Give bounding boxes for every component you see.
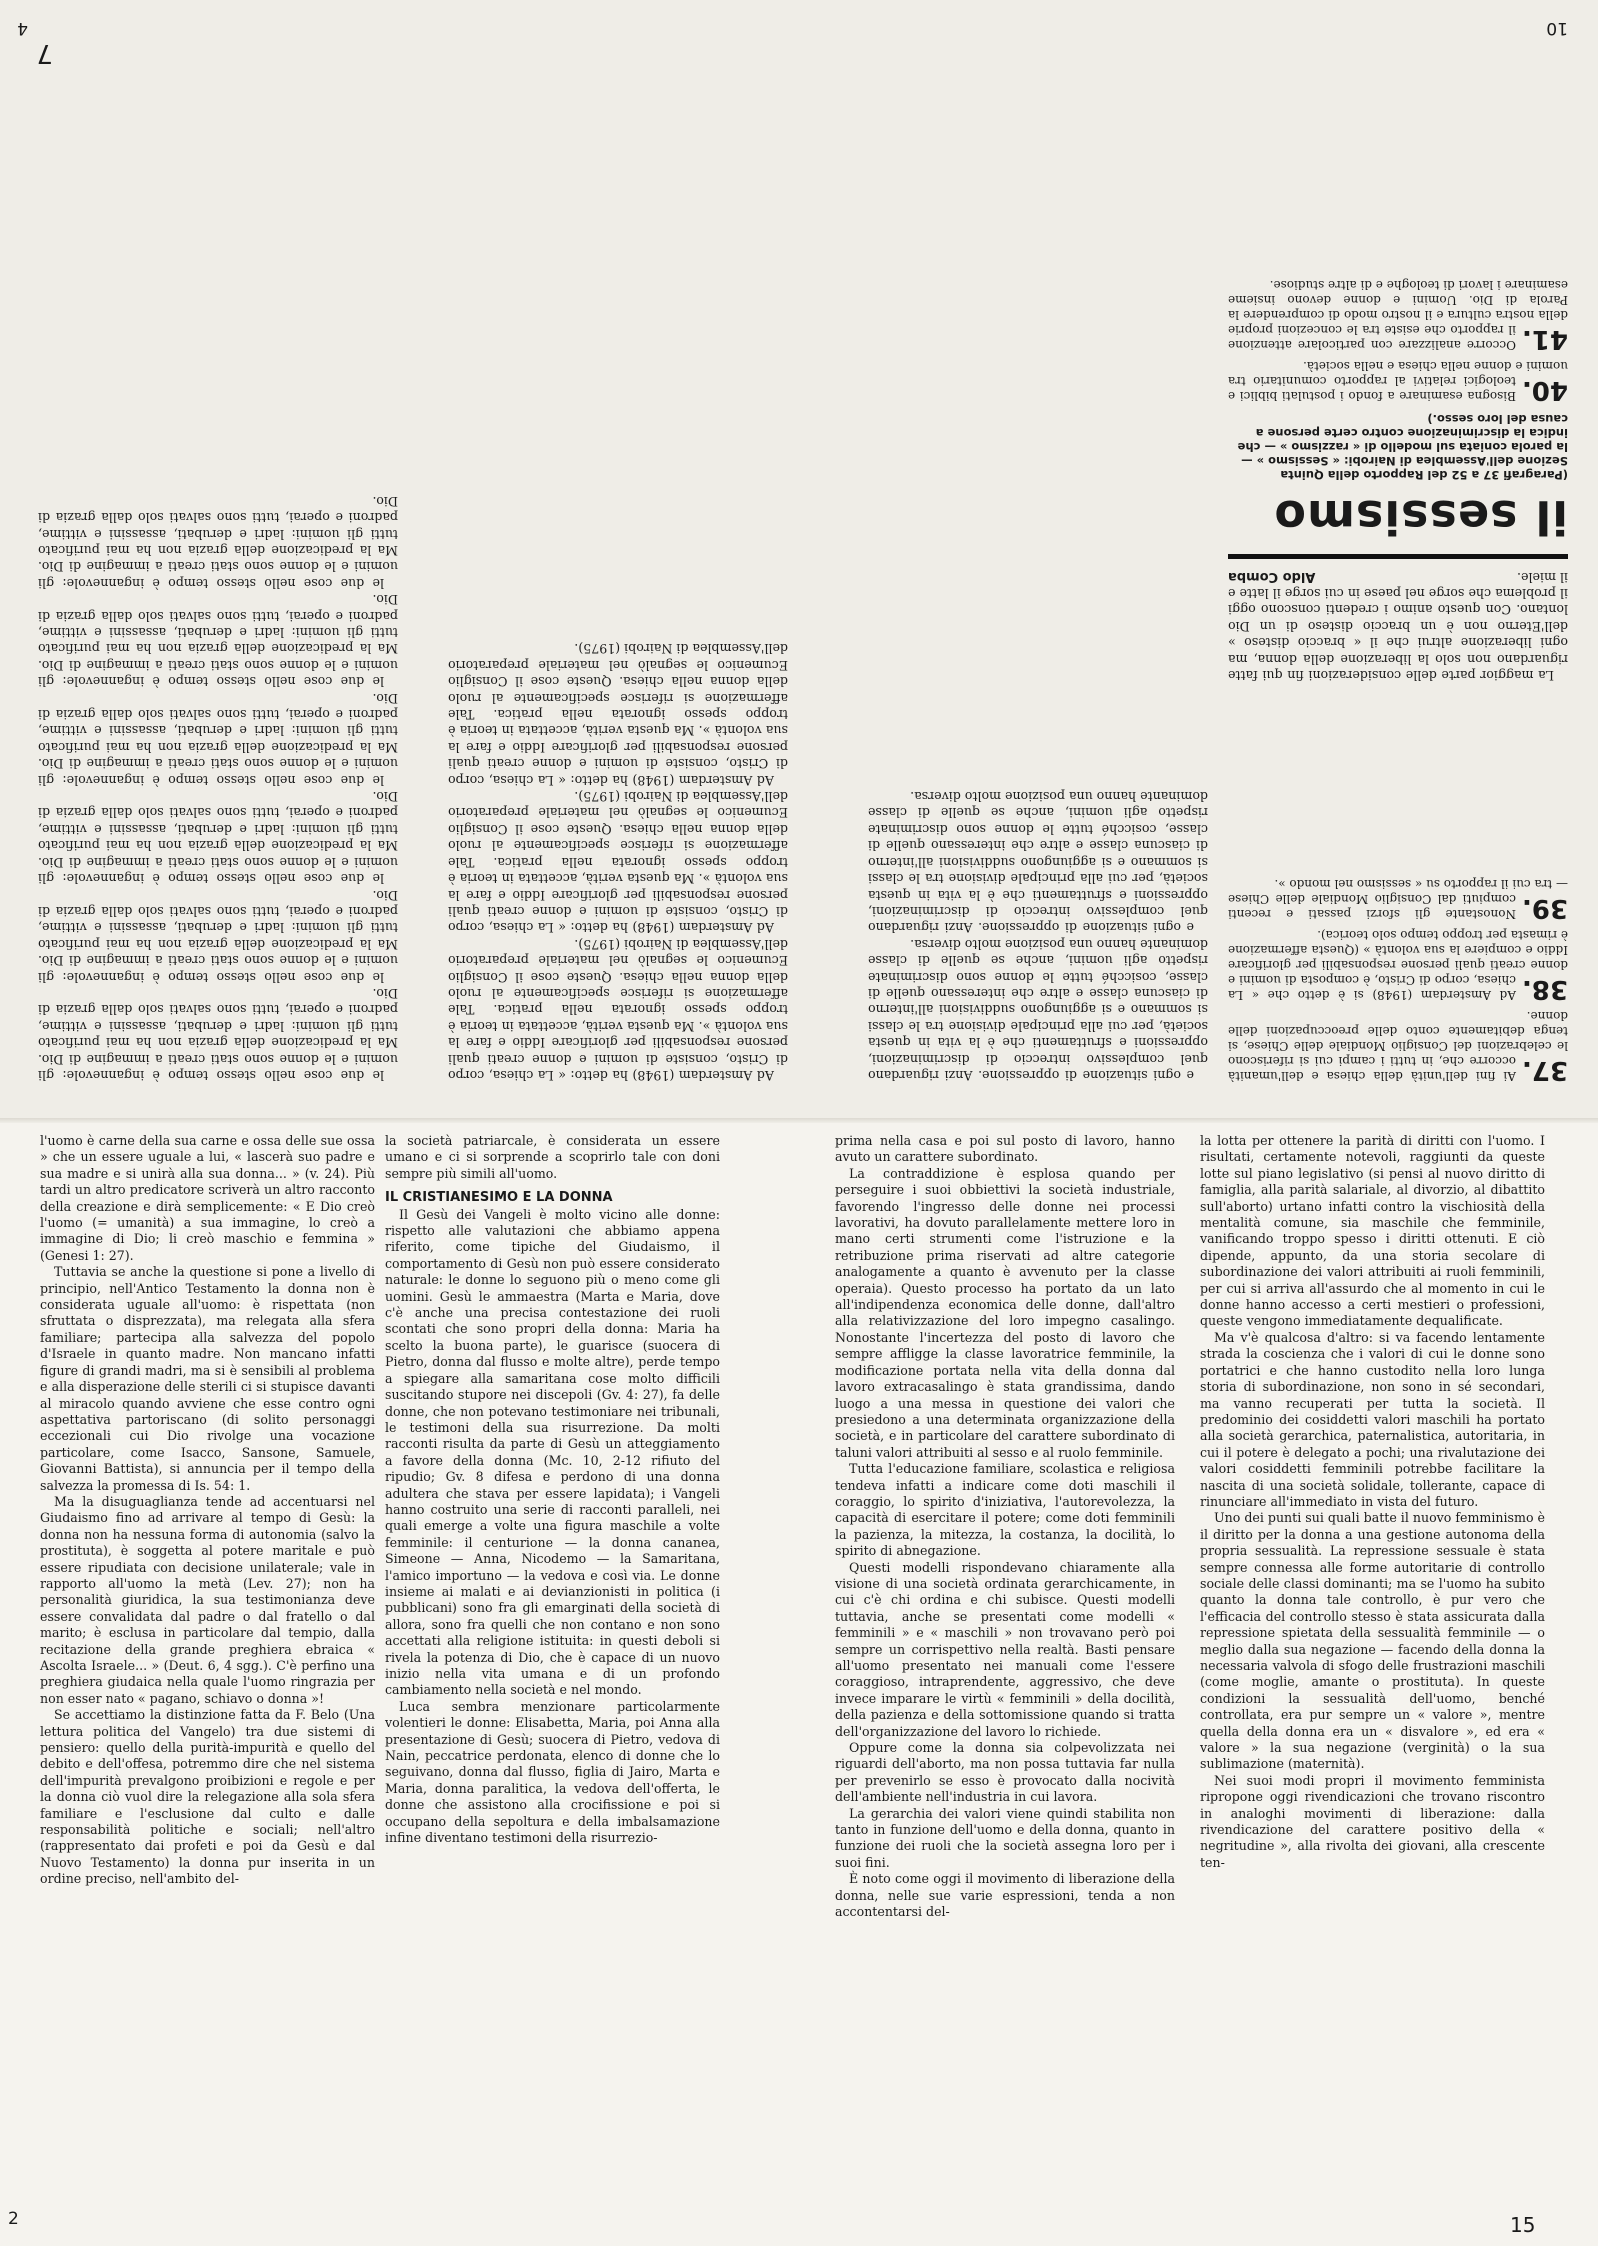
numbered-items-column	[1228, 703, 1568, 1083]
right-page-number: 15	[1510, 2213, 1536, 2237]
page-number-upper-right: 7	[36, 38, 53, 68]
rotated-column-2: Ad Amsterdam (1948) ha detto: « La chiesa, corpo di Cristo, consiste di uomini e donne creati quali persone responsabili per glorificare Iddio e fare la sua volontà ». Ma questa verità, accettata in teoria è troppo spesso ignorata nella pratica. Tale affermazione si riferisce specificamente al ruolo della donna nella chiesa. Queste cose il Consiglio Ecumenico le segnalò nel materiale preparatorio dell'Assemblea di Nairobi (1975). Ad Amsterdam (1948) ha detto: « La chiesa, corpo di Cristo, consiste di uomini e donne creati quali persone responsabili per glorificare Iddio e fare la sua volontà ». Ma questa verità, accettata in teoria è troppo spesso ignorata nella pratica. Tale affermazione si riferisce specificamente al ruolo della donna nella chiesa. Queste cose il Consiglio Ecumenico le segnalò nel materiale preparatorio dell'Assemblea di Nairobi (1975). Ad Amsterdam (1948) ha detto: « La chiesa, corpo di Cristo, consiste di uomini e donne creati quali persone responsabili per glorificare Iddio e fare la sua volontà ». Ma questa verità, accettata in teoria è troppo spesso ignorata nella pratica. Tale affermazione si riferisce specificamente al ruolo della donna nella chiesa. Queste cose il Consiglio Ecumenico le segnalò nel materiale preparatorio dell'Assemblea di Nairobi (1975).	[448, 641, 788, 1083]
numbered-items-column-2	[1228, 73, 1568, 403]
numbered-item: 40. Bisogna esaminare a fondo i postulati biblici e teologici relativi al rapporto comunitario tra uomini e donne nella chiesa e nella società.	[1228, 359, 1568, 405]
numbered-item: 41. Occorre analizzare con particolare attenzione il rapporto che esiste tra le concezioni proprie della nostra cultura e il nostro modo di comprendere la Parola di Dio. Uomini e donne devono insieme esaminare i lavori di teologhe e di altre studiose.	[1228, 278, 1568, 354]
rotated-column-1: e ogni situazione di oppressione. Anzi riguardano quel complessivo intreccio di discriminazioni, oppressioni e sfruttamenti che è la vita in questa società, per cui alla principale divisione tra le classi si sommano e si aggiungono suddivisioni all'interno di ciascuna classe e altre che interessano quelle di classe, cosicché tutte le donne sono discriminate rispetto agli uomini, anche se quelle di classe dominante hanno una posizione molto diversa. e ogni situazione di oppressione. Anzi riguardano quel complessivo intreccio di discriminazioni, oppressioni e sfruttamenti che è la vita in questa società, per cui alla principale divisione tra le classi si sommano e si aggiungono suddivisioni all'interno di ciascuna classe e altre che interessano quelle di classe, cosicché tutte le donne sono discriminate rispetto agli uomini, anche se quelle di classe dominante hanno una posizione molto diversa.	[868, 789, 1208, 1083]
upright-spread	[0, 1123, 1598, 2246]
article-subtitle: (Paragrafi 37 a 52 del Rapporto della Quinta Sezione dell'Assemblea di Nairobi: « Sessismo » — la parola coniata sul modello di « razzismo » — che indica la discriminazione contro certe persone a causa del loro sesso.)	[1237, 412, 1568, 482]
left-page-column-1: l'uomo è carne della sua carne e ossa delle sue ossa » che un essere uguale a lui, « lascerà suo padre e sua madre e si unirà alla sua donna... » (v. 24). Più tardi un altro predicatore scriverà un altro racconto della creazione e dirà semplicemente: « E Dio creò l'uomo (= umanità) a sua immagine, lo creò a immagine di Dio; li creò maschio e femmina » (Genesi 1: 27). Tuttavia se anche la questione si pone a livello di principio, nell'Antico Testamento la donna non è considerata uguale all'uomo: è rispettata (non sfruttata o disprezzata), ma relegata alla sfera familiare; partecipa alla salvezza del popolo d'Israele in quanto madre. Non mancano infatti figure di grandi madri, ma si è sensibili al problema e alla disperazione delle sterili ci si stupisce davanti al miracolo quando avviene che esse contro ogni aspettativa partoriscano (di solito personaggi eccezionali cui Dio rivolge una vocazione particolare, come Isacco, Sansone, Samuele, Giovanni Battista), si annuncia per il tempo della salvezza la promessa di Is. 54: 1. Ma la disuguaglianza tende ad accentuarsi nel Giudaismo fino ad arrivare al tempo di Gesù: la donna non ha nessuna forma di autonomia (salvo la prostituta), è soggetta al potere maritale e può essere ripudiata con decisione unilaterale; vale in rapporto all'uomo la metà (Lev. 27); non ha personalità giuridica, la sua testimonianza deve essere convalidata dal padre o dal fratello o dal marito; è esclusa in particolare dal tempio, dalla recitazione della grande preghiera ebraica « Ascolta Israele... » (Deut. 6, 4 sgg.). C'è perfino una preghiera giudaica nella quale l'uomo ringrazia per non esser nato « pagano, schiavo o donna »! Se accettiamo la distinzione fatta da F. Belo (Una lettura politica del Vangelo) tra due sistemi di pensiero: quello della purità-impurità e quello del debito e dell'offesa, potremmo dire che nel sistema dell'impurità prevalgono proibizioni e regole e per la donna ciò vuol dire la relegazione alla sola sfera familiare e l'esclusione dal culto e dalle responsabilità politiche e sociali; nell'altro (rappresentato dai profeti e poi da Gesù e dal Nuovo Testamento) la donna pur inserita in un ordine preciso, nell'ambito del-	[40, 1133, 375, 1887]
left-page-column-2: la società patriarcale, è considerata un essere umano e ci si sorprende a scoprirlo tale con doni sempre più simili all'uomo. IL CRISTIANESIMO E LA DONNA Il Gesù dei Vangeli è molto vicino alle donne: rispetto alle valutazioni che abbiamo appena riferito, come tipiche del Giudaismo, il comportamento di Gesù non può essere considerato naturale: le donne lo seguono più o meno come gli uomini. Gesù le ammaestra (Marta e Maria, dove c'è anche una precisa contestazione dei ruoli scontati che sono propri della donna: Maria ha scelto la buona parte), le guarisce (suocera di Pietro, donna dal flusso e molte altre), perde tempo a spiegare alla samaritana cose molto difficili suscitando stupore nei discepoli (Gv. 4: 27), fa delle donne, che non potevano testimoniare nei tribunali, le testimoni della sua risurrezione. Da molti racconti risulta da parte di Gesù un atteggiamento a favore della donna (Mc. 10, 2-12 rifiuto del ripudio; Gv. 8 difesa e perdono di una donna adultera che stava per essere lapidata); i Vangeli hanno costruito una serie di racconti paralleli, nei quali emerge a volte una figura maschile a volte femminile: il centurione — la donna cananea, Simeone — Anna, Nicodemo — la Samaritana, l'amico importuno — la vedova e così via. Le donne insieme ai malati e ai devianzionisti in politica (i pubblicani) sono fra gli emarginati della società di allora, sono fra quelli che non contano e non sono accettati alla religione istituita: in questi deboli si rivela la potenza di Dio, che è capace di un nuovo inizio nella vita umana e di un profondo cambiamento nella società e nel mondo. Luca sembra menzionare particolarmente volentieri le donne: Elisabetta, Maria, poi Anna alla presentazione di Gesù; suocera di Pietro, vedova di Nain, peccatrice perdonata, elenco di donne che lo seguivano, donna dal flusso, figlia di Jairo, Marta e Maria, donna paralitica, la vedova dell'offerta, le donne che assistono alla crocifissione e poi si occupano della sepoltura e della imbalsamazione infine diventano testimoni della risurrezio-	[385, 1133, 720, 1846]
right-page-column-1: prima nella casa e poi sul posto di lavoro, hanno avuto un carattere subordinato. La contraddizione è esplosa quando per perseguire i suoi obbiettivi la società industriale, favorendo l'ingresso delle donne nei processi lavorativi, ha dovuto parallelamente mettere loro in mano certi strumenti come l'istruzione e la retribuzione prima riservati ad altre categorie analogamente a quanto è avvenuto per la classe operaia). Questo processo ha portato da un lato all'indipendenza economica delle donne, dall'altro alla relativizzazione del loro impegno casalingo. Nonostante l'incertezza del posto di lavoro che sempre affligge la classe lavoratrice femminile, la modificazione portata nella vita della donna dal lavoro extracasalingo è stata grandissima, dando luogo a una messa in questione dei valori che presiedono a una determinata organizzazione della società, e in particolare del carattere subordinato di taluni valori attribuiti al sesso e al ruolo femminile. Tutta l'educazione familiare, scolastica e religiosa tendeva infatti a indicare come doti maschili il coraggio, lo spirito d'iniziativa, l'autorevolezza, la capacità di esercitare il potere; come doti femminili la pazienza, la mitezza, la costanza, la docilità, lo spirito di abnegazione. Questi modelli rispondevano chiaramente alla visione di una società ordinata gerarchicamente, in cui c'è chi ordina e chi subisce. Questi modelli tuttavia, anche se presentati come modelli « femminili » e « maschili » non trovavano però poi sempre un corrispettivo nella realtà. Basti pensare all'uomo presentato nei manuali come l'essere coraggioso, intraprendente, aggressivo, che deve invece imparare le virtù « femminili » della docilità, della pazienza e della sottomissione quando si tratta dell'organizzazione del lavoro lo richiede. Oppure come la donna sia colpevolizzata nei riguardi dell'aborto, ma non possa tuttavia far nulla per prevenirlo se esso è provocato dalla nocività dell'ambiente nell'industria in cui lavora. La gerarchia dei valori viene quindi stabilita non tanto in funzione dell'uomo e della donna, quanto in funzione dei ruoli che la società assegna loro per i suoi fini. È noto come oggi il movimento di liberazione della donna, nelle sue varie espressioni, tenda a non accontentarsi del-	[835, 1133, 1175, 1920]
author-name: Aldo Comba	[1228, 569, 1316, 584]
numbered-item: 38. Ad Amsterdam (1948) si è detto che « La chiesa, corpo di Cristo, è composta di uomini e donne creati quali persone responsabili per glorificare Iddio e compiere la sua volontà » (Questa affermazione è rimasta per troppo tempo solo teorica).	[1228, 928, 1568, 1004]
rotated-column-3: le due cose nello stesso tempo è ingannevole: gli uomini e le donne sono stati creati a immagine di Dio. Ma la predicazione della grazia non ha mai purificato tutti gli uomini: ladri e derubati, assassini e vittime, padroni e operai, tutti sono salvati solo dalla grazia di Dio. le due cose nello stesso tempo è ingannevole: gli uomini e le donne sono stati creati a immagine di Dio. Ma la predicazione della grazia non ha mai purificato tutti gli uomini: ladri e derubati, assassini e vittime, padroni e operai, tutti sono salvati solo dalla grazia di Dio. le due cose nello stesso tempo è ingannevole: gli uomini e le donne sono stati creati a immagine di Dio. Ma la predicazione della grazia non ha mai purificato tutti gli uomini: ladri e derubati, assassini e vittime, padroni e operai, tutti sono salvati solo dalla grazia di Dio. le due cose nello stesso tempo è ingannevole: gli uomini e le donne sono stati creati a immagine di Dio. Ma la predicazione della grazia non ha mai purificato tutti gli uomini: ladri e derubati, assassini e vittime, padroni e operai, tutti sono salvati solo dalla grazia di Dio. le due cose nello stesso tempo è ingannevole: gli uomini e le donne sono stati creati a immagine di Dio. Ma la predicazione della grazia non ha mai purificato tutti gli uomini: ladri e derubati, assassini e vittime, padroni e operai, tutti sono salvati solo dalla grazia di Dio. le due cose nello stesso tempo è ingannevole: gli uomini e le donne sono stati creati a immagine di Dio. Ma la predicazione della grazia non ha mai purificato tutti gli uomini: ladri e derubati, assassini e vittime, padroni e operai, tutti sono salvati solo dalla grazia di Dio.	[38, 493, 398, 1083]
article-title-block	[1228, 412, 1568, 683]
page-corner-number: 4	[17, 18, 28, 38]
right-page-column-2: la lotta per ottenere la parità di diritti con l'uomo. I risultati, certamente notevoli, raggiunti da queste lotte sul piano legislativo (si pensi al nuovo diritto di famiglia, alla parità salariale, al divorzio, al dibattito sull'aborto) urtano infatti contro la vischiosità della mentalità comune, sia maschile che femminile, vanificando troppo spesso i diritti ottenuti. E ciò dipende, appunto, da una storia secolare di subordinazione dei valori attribuiti ai ruoli femminili, per cui si arriva all'assurdo che al momento in cui le donne hanno accesso a certi mestieri o professioni, queste vengono immediatamente dequalificate. Ma v'è qualcosa d'altro: si va facendo lentamente strada la coscienza che i valori di cui le donne sono portatrici e che hanno custodito nella loro lunga storia di subordinazione, non sono in sé secondari, ma vanno recuperati per tutta la società. Il predominio dei cosiddetti valori maschili ha portato alla società gerarchica, paternalistica, autoritaria, in cui il potere è delegato a pochi; una rivalutazione dei valori cosiddetti femminili potrebbe facilitare la nascita di una società solidale, tollerante, capace di rinunciare all'immediato in vista del futuro. Uno dei punti sui quali batte il nuovo femminismo è il diritto per la donna a una gestione autonoma della propria sessualità. La repressione sessuale è stata sempre connessa alle forme autoritarie di controllo sociale delle classi dominanti; ma se l'uomo ha subito quanto la donna tale controllo, è pur vero che l'efficacia del controllo stesso è stata assicurata dalla repressione spietata della sessualità femminile — o meglio dalla sua negazione — facendo della donna la necessaria valvola di sfogo delle frustrazioni maschili (come moglie, amante o prostituta). In queste condizioni la sessualità dell'uomo, benché controllata, era pur sempre un « valore », mentre quella della donna era un « disvalore », ed era « valore » la sua negazione (verginità) o la sua sublimazione (maternità). Nei suoi modi propri il movimento femminista ripropone oggi rivendicazioni che trovano riscontro in analoghi movimenti di liberazione: dalla rivendicazione del carattere positivo della « negritudine », alla rivolta dei giovani, alla crescente ten-	[1200, 1133, 1545, 1870]
section-heading: IL CRISTIANESIMO E LA DONNA	[385, 1190, 613, 1206]
numbered-item: 37. Ai fini dell'unità della chiesa e dell'umanità occorre che, in tutti i campi cui si riferiscono le celebrazioni del Consiglio Mondiale delle Chiese, si tenga debitamente conto delle preoccupazioni delle donne.	[1228, 1009, 1568, 1085]
article-title: il sessismo	[1273, 490, 1568, 544]
article-intro: La maggior parte delle considerazioni fin qui fatte riguardano non solo la liberazione della donna, ma ogni liberazione altrui che il « braccio disteso » dell'Eterno non è un braccio disteso di un Dio lontano. Con questo animo i credenti conscono oggi il problema che sorge nel paese in cui sorge il latte e il miele.	[1228, 569, 1568, 683]
page-number-upper-left: 10	[1546, 18, 1568, 38]
left-page-number: 2	[8, 2209, 19, 2229]
title-rule	[1228, 554, 1568, 559]
numbered-item: 39. Nonostante gli sforzi passati e recenti compiuti dal Consiglio Mondiale delle Chiese — tra cui il rapporto su « sessismo nel mondo ».	[1228, 877, 1568, 923]
